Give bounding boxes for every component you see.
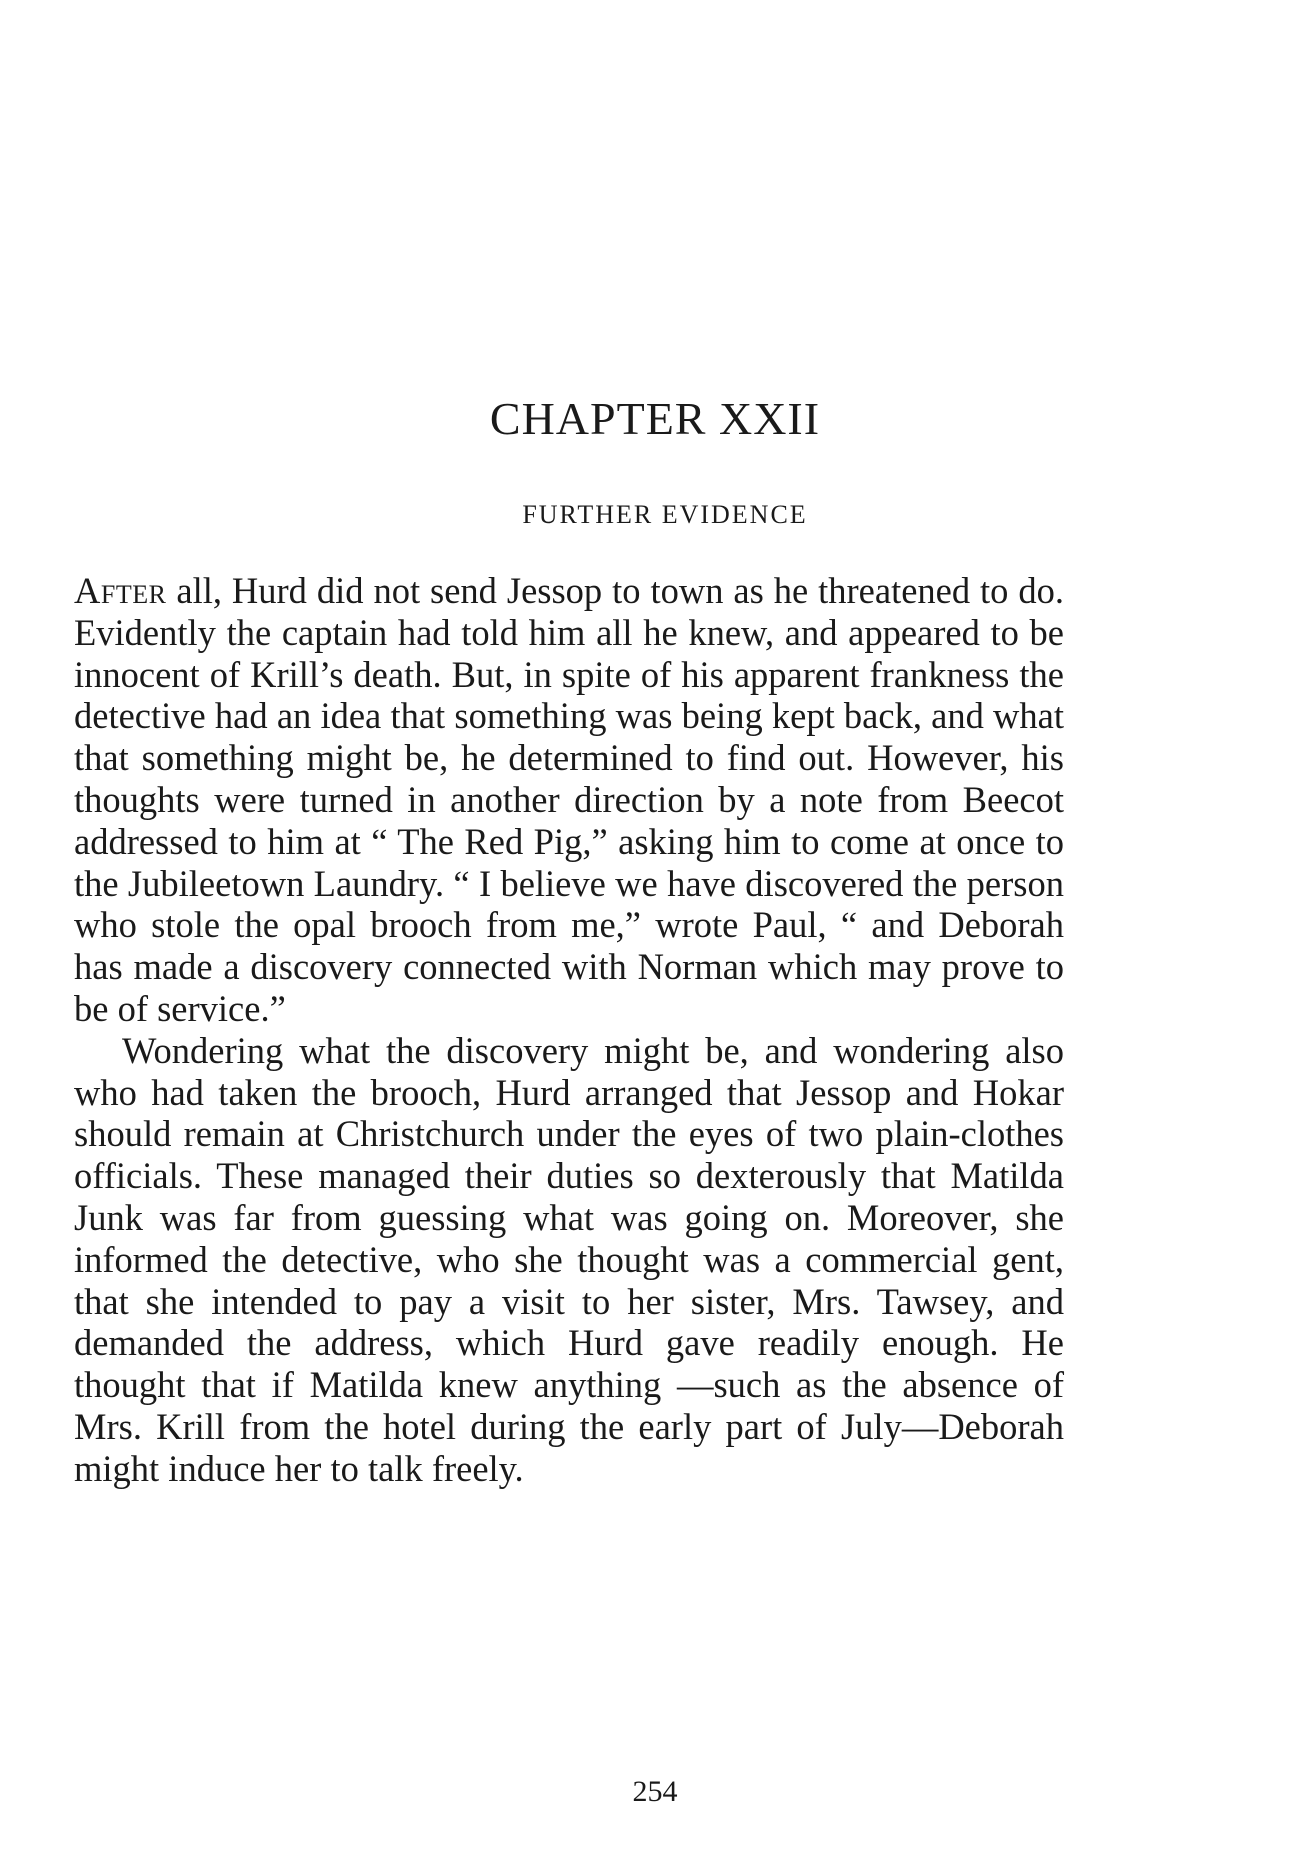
page-number: 254 [632,1775,678,1808]
body-text [74,570,1064,1490]
paragraph-lead-word: After [74,570,167,611]
paragraph-1-text: all, Hurd did not send Jessop to town as he threatened to do. Evidently the captain had told him all he knew, and appeared to be innocent of Krill’s death. But, in spite of his apparent frankness the detective had an idea that something was being kept back, and what that something might be, he determined to find out. However, his thoughts were turned in another direction by a note from Beecot addressed to him at “ The Red Pig,” asking him to come at once to the Jubileetown Laundry. “ I believe we have discovered the person who stole the opal brooch from me,” wrote Paul, “ and Deborah has made a discovery connected with Norman which may prove to be of service.” [74,570,1064,1029]
paragraph-1 [74,570,1064,1030]
chapter-subtitle: FURTHER EVIDENCE [522,500,808,529]
paragraph-2: Wondering what the discovery might be, and wondering also who had taken the brooch, Hurd arranged that Jessop and Hokar should remain at Christchurch under the eyes of two plain-clothes officials. These managed their duties so dexterously that Matilda Junk was far from guessing what was going on. Moreover, she informed the detective, who she thought was a commercial gent, that she intended to pay a visit to her sister, Mrs. Tawsey, and demanded the address, which Hurd gave readily enough. He thought that if Matilda knew anything —such as the absence of Mrs. Krill from the hotel during the early part of July—Deborah might induce her to talk freely. [74,1029,1064,1489]
chapter-heading: CHAPTER XXII [489,393,821,444]
